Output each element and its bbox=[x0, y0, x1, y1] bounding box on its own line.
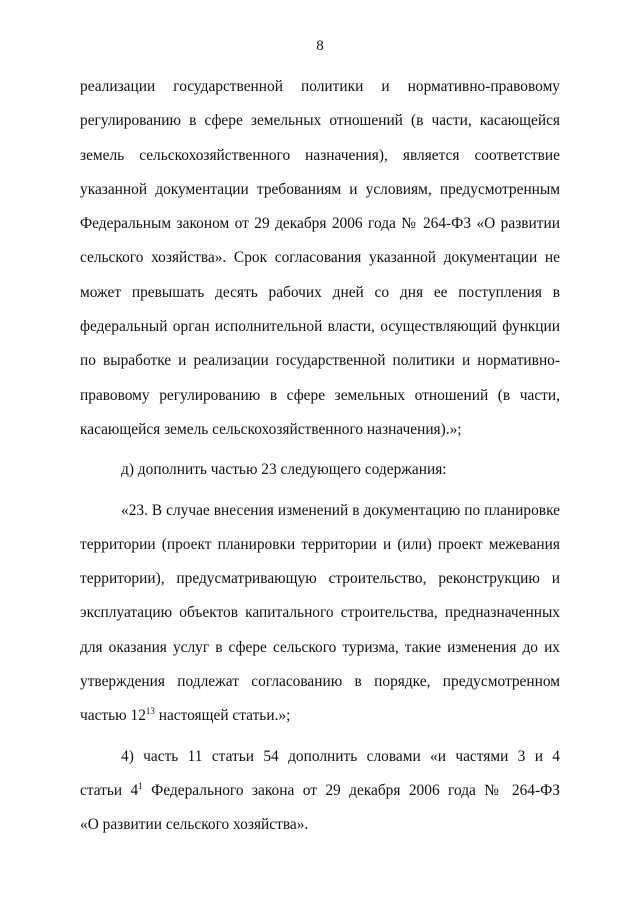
text-line bbox=[80, 774, 560, 808]
text-line bbox=[80, 631, 560, 665]
text-line bbox=[80, 528, 560, 562]
text-line-content: по выработке и реализации государственной политики и нормативно- bbox=[80, 352, 560, 370]
text-line-content: земель сельскохозяйственного назначения), является соответствие bbox=[80, 146, 560, 164]
document-body bbox=[80, 70, 560, 843]
text-line bbox=[80, 562, 560, 596]
text-line-content: регулированию в сфере земельных отношений (в части, касающейся bbox=[80, 112, 560, 130]
text-line bbox=[80, 139, 560, 173]
text-line bbox=[80, 344, 560, 378]
text-line-content: «23. В случае внесения изменений в документацию по планировке bbox=[121, 501, 560, 519]
text-line-content: д) дополнить частью 23 следующего содержания: bbox=[121, 461, 447, 479]
text-line bbox=[80, 453, 560, 487]
text-line-content: статьи 4 bbox=[80, 781, 139, 799]
text-line bbox=[80, 665, 560, 699]
text-line-continuation: настоящей статьи.»; bbox=[154, 707, 291, 725]
text-line-content: частью 12 bbox=[80, 707, 146, 725]
text-line bbox=[80, 808, 560, 842]
text-line-content: указанной документации требованиям и условиям, предусмотренным bbox=[80, 180, 560, 198]
text-line bbox=[80, 413, 560, 447]
text-line-continuation: Федерального закона от 29 декабря 2006 года № 264-ФЗ bbox=[142, 781, 560, 799]
text-line-content: утверждения подлежат согласованию в порядке, предусмотренном bbox=[80, 673, 560, 691]
text-line-content: «О развитии сельского хозяйства». bbox=[80, 816, 309, 834]
text-line bbox=[80, 699, 560, 733]
text-line-content: 4) часть 11 статьи 54 дополнить словами «и частями 3 и 4 bbox=[121, 747, 560, 765]
text-line bbox=[80, 494, 560, 528]
text-line-content: правовому регулированию в сфере земельных отношений (в части, bbox=[80, 386, 560, 404]
superscript: 1 bbox=[138, 780, 143, 791]
text-line bbox=[80, 207, 560, 241]
page-number: 8 bbox=[316, 38, 324, 54]
text-line bbox=[80, 379, 560, 413]
text-line-content: федеральный орган исполнительной власти, осуществляющий функции bbox=[80, 318, 560, 336]
text-line bbox=[80, 173, 560, 207]
text-line bbox=[80, 276, 560, 310]
text-line bbox=[80, 596, 560, 630]
text-line bbox=[80, 104, 560, 138]
text-line-content: Федеральным законом от 29 декабря 2006 года № 264-ФЗ «О развитии bbox=[80, 215, 560, 233]
text-line bbox=[80, 310, 560, 344]
text-line bbox=[80, 241, 560, 275]
text-line-content: территории (проект планировки территории и (или) проект межевания bbox=[80, 535, 560, 553]
text-line-content: касающейся земель сельскохозяйственного назначения).»; bbox=[80, 420, 462, 438]
text-line-content: территории), предусматривающую строительство, реконструкцию и bbox=[80, 570, 560, 588]
superscript: 13 bbox=[145, 706, 155, 717]
text-line bbox=[80, 70, 560, 104]
text-line bbox=[80, 740, 560, 774]
text-line-content: эксплуатацию объектов капитального строительства, предназначенных bbox=[80, 604, 560, 622]
text-line-content: реализации государственной политики и нормативно-правовому bbox=[80, 78, 560, 95]
text-line-content: сельского хозяйства». Срок согласования указанной документации не bbox=[80, 249, 560, 267]
text-line-content: для оказания услуг в сфере сельского туризма, такие изменения до их bbox=[80, 638, 560, 656]
text-line-content: может превышать десять рабочих дней со дня ее поступления в bbox=[80, 283, 560, 301]
